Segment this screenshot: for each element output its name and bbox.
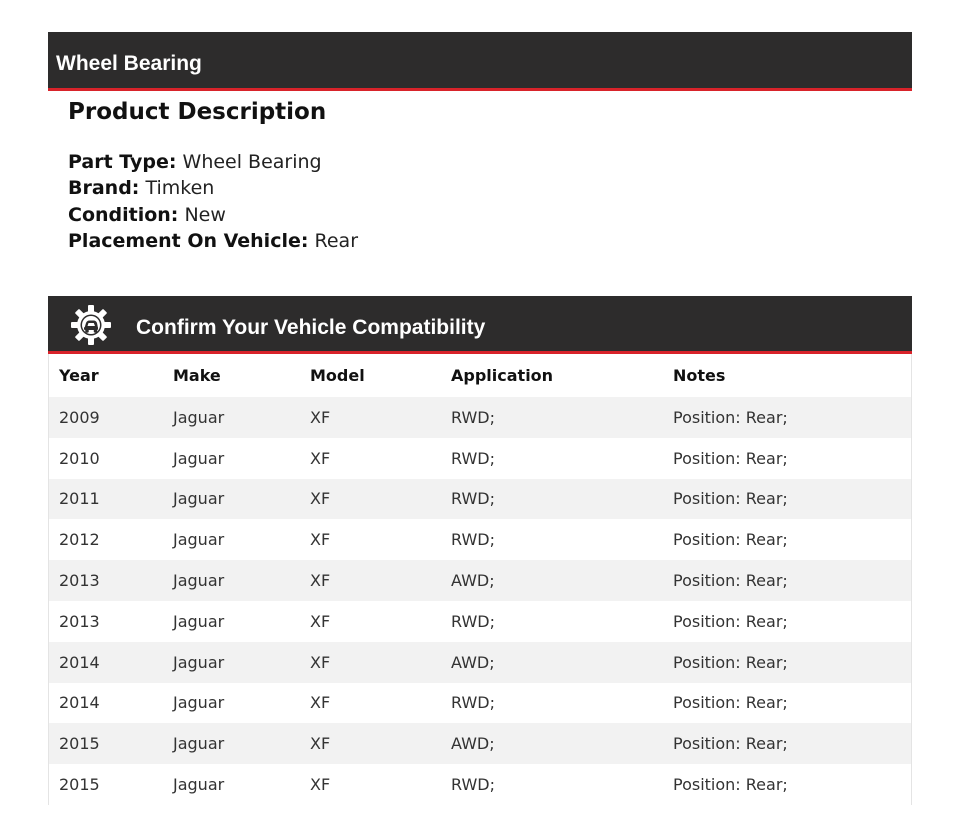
cell-application: RWD; [441,479,663,520]
cell-application: RWD; [441,397,663,438]
cell-model: XF [300,601,441,642]
cell-notes: Position: Rear; [663,560,911,601]
spec-label: Brand: [68,177,140,200]
cell-year: 2010 [49,438,163,479]
cell-year: 2009 [49,397,163,438]
cell-application: RWD; [441,601,663,642]
table-row [49,642,911,683]
product-title: Wheel Bearing [56,52,202,75]
compatibility-table [49,354,911,805]
cell-notes: Position: Rear; [663,519,911,560]
table-row [49,397,911,438]
table-header-row [49,354,911,397]
cell-notes: Position: Rear; [663,438,911,479]
cell-application: AWD; [441,642,663,683]
cell-model: XF [300,642,441,683]
cell-year: 2014 [49,642,163,683]
cell-make: Jaguar [163,397,300,438]
table-row [49,479,911,520]
compatibility-header [48,296,912,354]
gear-car-icon [70,304,112,346]
spec-value: New [184,203,226,226]
table-row [49,683,911,724]
compatibility-title: Confirm Your Vehicle Compatibility [136,316,486,339]
cell-application: RWD; [441,438,663,479]
cell-notes: Position: Rear; [663,683,911,724]
column-header-notes: Notes [673,366,726,385]
column-header-model: Model [310,366,365,385]
spec-part-type [68,149,888,175]
spec-label: Part Type: [68,151,177,173]
cell-make: Jaguar [163,642,300,683]
cell-make: Jaguar [163,560,300,601]
cell-model: XF [300,519,441,560]
cell-application: RWD; [441,683,663,724]
table-row [49,601,911,642]
spec-brand [68,175,888,201]
cell-application: RWD; [441,764,663,805]
cell-model: XF [300,764,441,805]
cell-year: 2015 [49,764,163,805]
column-header-make: Make [173,366,221,385]
cell-notes: Position: Rear; [663,601,911,642]
cell-notes: Position: Rear; [663,642,911,683]
cell-model: XF [300,438,441,479]
cell-notes: Position: Rear; [663,764,911,805]
product-title-bar [48,32,912,91]
cell-make: Jaguar [163,519,300,560]
cell-notes: Position: Rear; [663,397,911,438]
product-description [68,96,888,254]
spec-list [68,149,888,254]
cell-year: 2012 [49,519,163,560]
cell-year: 2015 [49,723,163,764]
cell-model: XF [300,397,441,438]
cell-application: AWD; [441,723,663,764]
cell-make: Jaguar [163,438,300,479]
cell-year: 2014 [49,683,163,724]
cell-year: 2013 [49,560,163,601]
compatibility-table-container [48,354,912,805]
table-row [49,519,911,560]
spec-value: Rear [314,229,359,252]
cell-model: XF [300,683,441,724]
cell-model: XF [300,560,441,601]
spec-placement [68,228,888,254]
cell-year: 2013 [49,601,163,642]
spec-label: Condition: [68,203,179,226]
cell-application: RWD; [441,519,663,560]
cell-application: AWD; [441,560,663,601]
cell-make: Jaguar [163,723,300,764]
cell-make: Jaguar [163,764,300,805]
cell-make: Jaguar [163,479,300,520]
cell-notes: Position: Rear; [663,479,911,520]
table-row [49,438,911,479]
table-row [49,723,911,764]
cell-model: XF [300,479,441,520]
cell-year: 2011 [49,479,163,520]
column-header-application: Application [451,366,554,385]
table-row [49,560,911,601]
cell-notes: Position: Rear; [663,723,911,764]
spec-value: Wheel Bearing [182,151,322,173]
description-heading: Product Description [68,99,327,125]
spec-value: Timken [145,177,215,200]
spec-condition [68,202,888,228]
spec-label: Placement On Vehicle: [68,229,309,252]
column-header-year: Year [59,366,99,385]
cell-make: Jaguar [163,601,300,642]
cell-model: XF [300,723,441,764]
cell-make: Jaguar [163,683,300,724]
table-row [49,764,911,805]
